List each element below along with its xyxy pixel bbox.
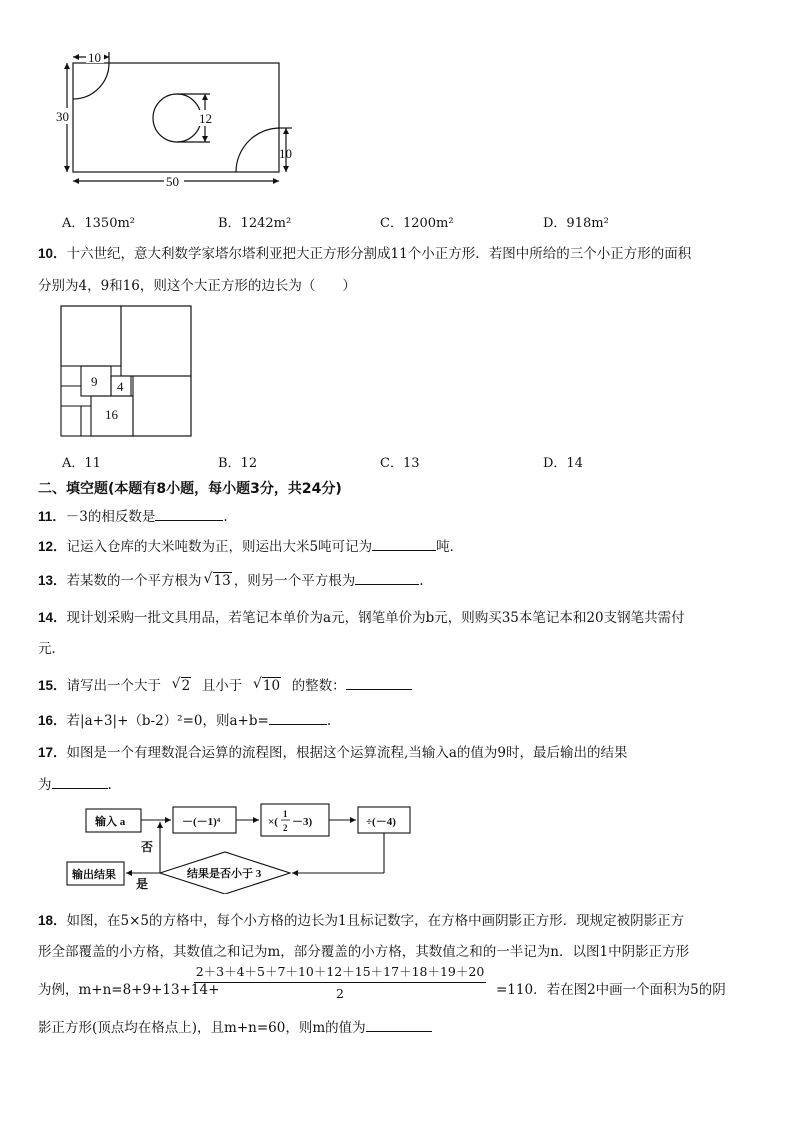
q18-fraction (194, 962, 486, 1001)
q18-fraction-numerator: 2＋3＋4＋5＋7＋10＋12＋15＋17＋18＋19＋20 (194, 962, 486, 983)
q14-line2: 元． (38, 641, 65, 657)
flow-op2-den: 2 (283, 823, 288, 833)
q12: 12．记运入仓库的大米吨数为正，则运出大米5吨可记为 吨． (38, 539, 464, 555)
flow-op2-num: 1 (283, 809, 288, 819)
q9-option-b: B．1242m² (218, 216, 292, 231)
fig9-label-top: 10 (88, 50, 101, 65)
q10-figure (60, 305, 192, 437)
flow-no-label: 否 (141, 840, 154, 854)
fig9-label-right: 10 (279, 146, 292, 161)
q18-line3a: 为例，m+n=8+9+13+14+ (38, 982, 220, 998)
flow-decision: 结果是否小于 3 (187, 868, 262, 880)
q9-option-d: D．918m² (543, 216, 609, 231)
q16-answer-blank[interactable] (269, 712, 327, 725)
flow-yes-label: 是 (136, 877, 149, 891)
fig9-label-left: 30 (56, 109, 69, 124)
flow-op3: ÷(－4) (366, 816, 396, 828)
q10-label-4: 4 (117, 379, 124, 394)
q9-option-a: A．1350m² (62, 216, 136, 231)
q10-label-16: 16 (105, 407, 118, 422)
q18-fraction-denominator: 2 (336, 986, 344, 1001)
flow-input: 输入 a (95, 816, 126, 828)
q17-flowchart (62, 800, 422, 894)
q18-answer-blank[interactable] (366, 1019, 432, 1032)
flow-op2-post: －3) (292, 816, 313, 828)
q13-answer-blank[interactable] (355, 572, 419, 585)
q10-line1: 10．十六世纪，意大利数学家塔尔塔利亚把大正方形分割成11个小正方形．若图中所给的三个小正方形的面积 (38, 246, 692, 262)
fig9-label-bottom: 50 (166, 174, 179, 189)
q11: 11．－3的相反数是 . (38, 509, 228, 525)
q10-option-d: D．14 (543, 456, 583, 471)
q15-answer-blank[interactable] (346, 677, 412, 690)
q10-option-b: B．12 (218, 456, 258, 471)
q9-option-c: C．1200m² (380, 216, 454, 231)
q10-line2: 分别为4，9和16，则这个大正方形的边长为（ ） (38, 278, 356, 294)
sqrt-2: √ 2 (172, 678, 192, 694)
q17-answer-blank[interactable] (52, 776, 108, 789)
q10-option-c: C．13 (380, 456, 420, 471)
q17-line1: 17．如图是一个有理数混合运算的流程图，根据这个运算流程,当输入a的值为9时，最后输出的结果 (38, 745, 628, 761)
q17-line2: 为 . (38, 777, 112, 793)
fig9-label-circle: 12 (199, 111, 212, 126)
q18-line2: 形全部覆盖的小方格，其数值之和记为m，部分覆盖的小方格，其数值之和的一半记为n．以图1中阴影正方形 (38, 944, 690, 960)
section-2-heading: 二、填空题(本题有8小题，每小题3分，共24分) (38, 481, 342, 497)
sqrt-10: √ 10 (253, 678, 281, 694)
q15: 15．请写出一个大于 √ 2 且小于 √ 10 的整数： (38, 674, 412, 694)
q16: 16．若|a+3|+（b-2）²=0，则a+b= . (38, 713, 332, 729)
q14-line1: 14．现计划采购一批文具用品，若笔记本单价为a元，钢笔单价为b元，则购买35本笔记本和20支钢笔共需付 (38, 610, 685, 626)
q13: 13．若某数的一个平方根为√ 13 ，则另一个平方根为 . (38, 569, 424, 589)
q12-answer-blank[interactable] (372, 538, 436, 551)
q11-answer-blank[interactable] (155, 508, 223, 521)
q18-line1: 18．如图，在5×5的方格中，每个小方格的边长为1且标记数字，在方格中画阴影正方形．现规定被阴影正方 (38, 913, 685, 929)
sqrt-13: √ 13 (204, 573, 232, 589)
q10-label-9: 9 (91, 374, 98, 389)
q18-line3b: =110．若在图2中画一个面积为5的阴 (496, 982, 726, 998)
q9-figure (50, 50, 300, 190)
flow-op1: －(－1)⁴ (182, 816, 221, 828)
q18-line4: 影正方形(顶点均在格点上)，且m+n=60，则m的值为 (38, 1016, 432, 1036)
flow-op2-pre: ×( (268, 816, 278, 828)
flow-output: 输出结果 (72, 869, 116, 881)
q10-option-a: A．11 (62, 456, 101, 471)
